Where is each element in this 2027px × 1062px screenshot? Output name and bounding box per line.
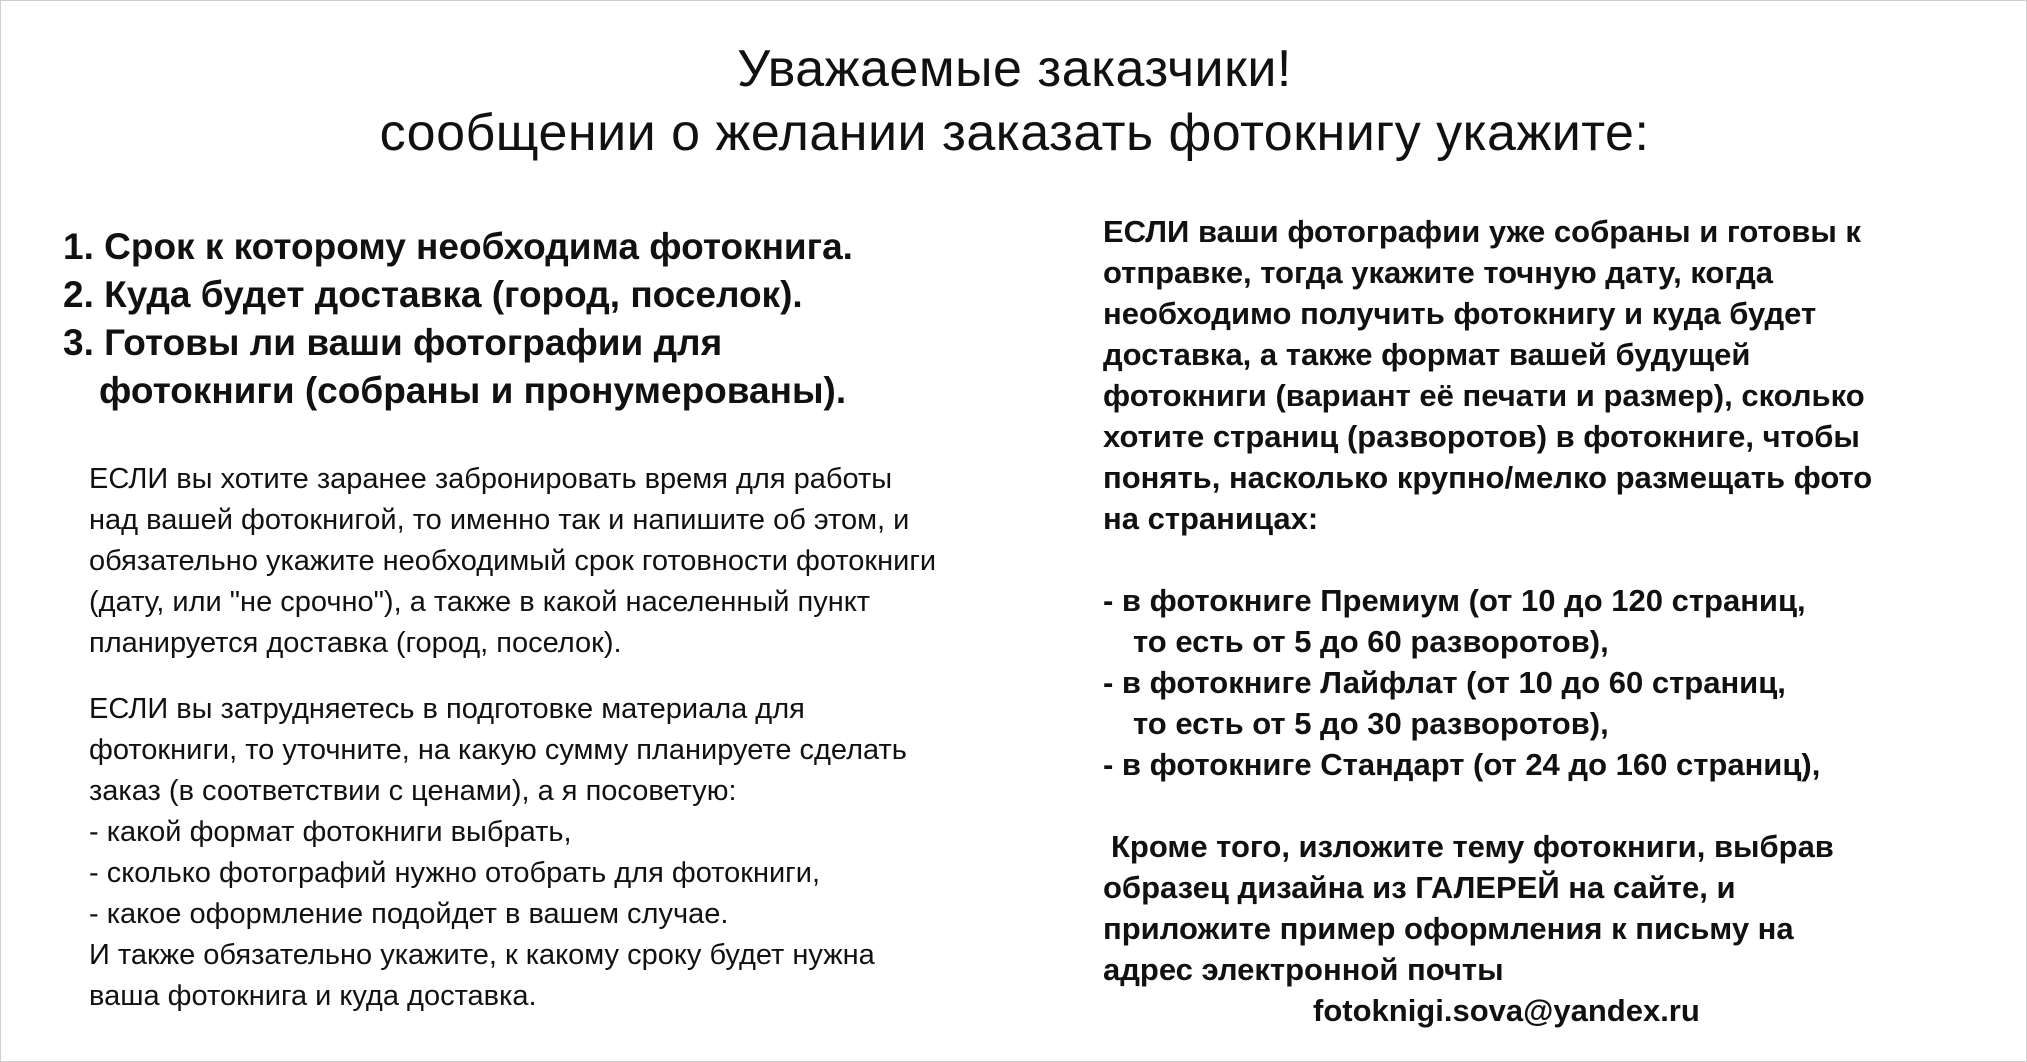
format-premium: - в фотокниге Премиум (от 10 до 120 страниц, [1103,583,1806,618]
paragraph-line: доставка, а также формат вашей будущей [1103,337,1751,372]
page-subtitle: сообщении о желании заказать фотокнигу укажите: [379,104,1650,162]
paragraph-line: И также обязательно укажите, к какому сроку будет нужна [89,939,875,971]
paragraph-line: ваша фотокнига и куда доставка. [89,980,537,1012]
paragraph-line: ЕСЛИ ваши фотографии уже собраны и готовы к [1103,214,1861,249]
paragraph-line: над вашей фотокнигой, то именно так и напишите об этом, и [89,504,910,536]
spacer [1103,539,2003,580]
format-layflat-spreads: то есть от 5 до 30 разворотов), [1133,706,1609,741]
paragraph-line: ЕСЛИ вы затрудняетесь в подготовке материала для [89,693,805,725]
paragraph-line: на страницах: [1103,501,1319,536]
email-address[interactable]: fotoknigi.sova@yandex.ru [1313,993,1700,1028]
ready-photos-column [1103,211,2003,1031]
requirement-item-1: 1. Срок к которому необходима фотокнига. [63,226,853,267]
paragraph-line: фотокниги (вариант её печати и размер), сколько [1103,378,1865,413]
spacer [1103,785,2003,826]
paragraph-line: заказ (в соответствии с ценами), а я посоветую: [89,775,737,807]
advice-paragraph [89,689,1099,1017]
paragraph-line: - какой формат фотокниги выбрать, [89,816,572,848]
format-premium-spreads: то есть от 5 до 60 разворотов), [1133,624,1609,659]
paragraph-line: образец дизайна из ГАЛЕРЕЙ на сайте, и [1103,870,1736,905]
paragraph-line: планируется доставка (город, поселок). [89,627,622,659]
requirements-list [63,223,1063,415]
format-layflat: - в фотокниге Лайфлат (от 10 до 60 страниц, [1103,665,1786,700]
paragraph-line: ЕСЛИ вы хотите заранее забронировать время для работы [89,463,893,495]
paragraph-line: (дату, или "не срочно"), а также в какой населенный пункт [89,586,871,618]
paragraph-line: Кроме того, изложите тему фотокниги, выбрав [1111,829,1834,864]
booking-paragraph [89,459,1099,664]
requirement-item-3: 3. Готовы ли ваши фотографии для [63,322,723,363]
paragraph-line: фотокниги, то уточните, на какую сумму планируете сделать [89,734,907,766]
paragraph-line: адрес электронной почты [1103,952,1504,987]
page-title: Уважаемые заказчики! [737,40,1292,98]
paragraph-line: необходимо получить фотокнигу и куда будет [1103,296,1817,331]
paragraph-line: приложите пример оформления к письму на [1103,911,1794,946]
paragraph-line: отправке, тогда укажите точную дату, когда [1103,255,1774,290]
paragraph-line: обязательно укажите необходимый срок готовности фотокниги [89,545,937,577]
format-standard: - в фотокниге Стандарт (от 24 до 160 страниц), [1103,747,1821,782]
requirement-item-3-continuation: фотокниги (собраны и пронумерованы). [99,370,847,411]
paragraph-line: понять, насколько крупно/мелко размещать фото [1103,460,1873,495]
requirement-item-2: 2. Куда будет доставка (город, поселок). [63,274,803,315]
paragraph-line: хотите страниц (разворотов) в фотокниге, чтобы [1103,419,1860,454]
paragraph-line: - какое оформление подойдет в вашем случае. [89,898,729,930]
paragraph-line: - сколько фотографий нужно отобрать для фотокниги, [89,857,821,889]
